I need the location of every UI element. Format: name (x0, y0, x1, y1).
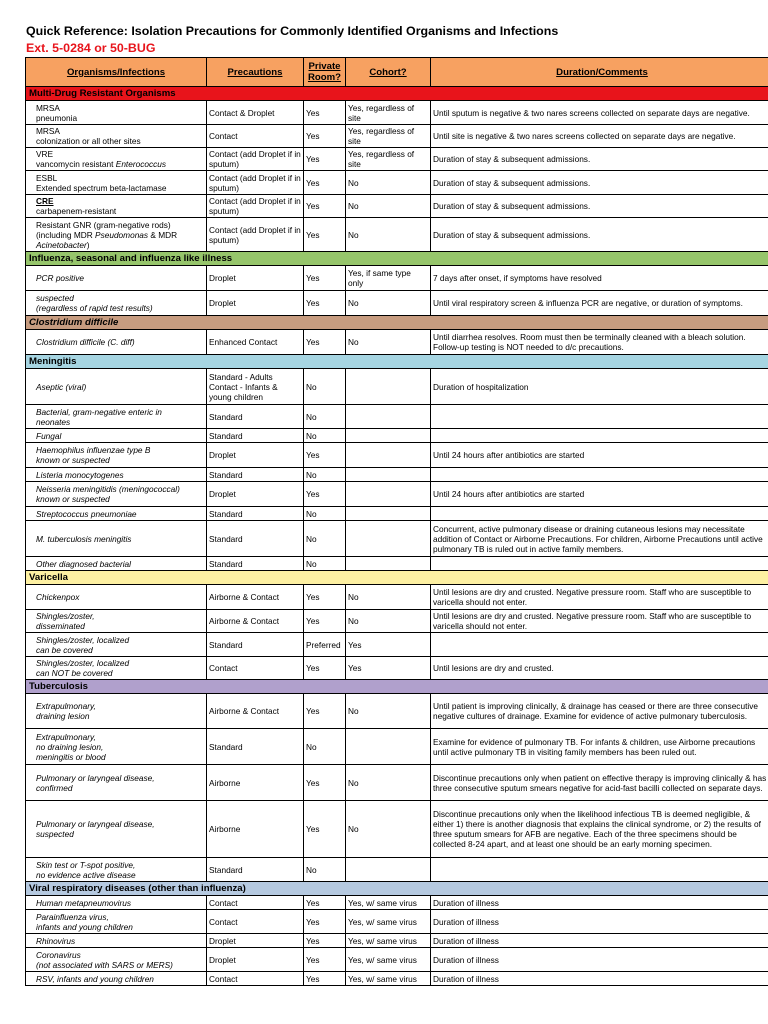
private-room-cell: Yes (304, 125, 346, 148)
table-row (26, 694, 768, 729)
cohort-cell (346, 405, 431, 429)
precautions-cell: Standard - Adults Contact - Infants & young children (207, 369, 304, 405)
organism-line: draining lesion (36, 711, 90, 721)
organism-line: Extended spectrum beta-lactamase (36, 182, 167, 193)
table-row (26, 443, 768, 468)
organism-cell (26, 443, 207, 468)
section-title: Influenza, seasonal and influenza like illness (26, 252, 768, 266)
precautions-cell: Standard (207, 633, 304, 657)
organism-line: disseminated (36, 621, 85, 631)
precautions-cell: Airborne & Contact (207, 610, 304, 633)
precautions-cell: Standard (207, 521, 304, 557)
duration-cell: Duration of illness (431, 910, 768, 934)
private-room-cell: Yes (304, 765, 346, 801)
organism-cell (26, 266, 207, 291)
organism-line: suspected (36, 829, 74, 839)
private-room-cell: Yes (304, 148, 346, 171)
table-row (26, 101, 768, 125)
table-row (26, 557, 768, 571)
section-row (26, 316, 768, 330)
organism-cell (26, 507, 207, 521)
organism-line: Pulmonary or laryngeal disease, (36, 819, 155, 829)
cohort-cell (346, 521, 431, 557)
organism-cell (26, 801, 207, 858)
organism-cell (26, 858, 207, 882)
duration-cell: Until viral respiratory screen & influenza PCR are negative, or duration of symptoms. (431, 291, 768, 316)
table-row (26, 468, 768, 482)
organism-line: Acinetobacter) (36, 239, 90, 250)
organism-line: (not associated with SARS or MERS) (36, 959, 173, 970)
organism-cell (26, 429, 207, 443)
organism-line: Other diagnosed bacterial (36, 558, 132, 569)
organism-line: suspected (36, 293, 74, 303)
cohort-cell: No (346, 291, 431, 316)
cohort-cell: No (346, 765, 431, 801)
private-room-cell: No (304, 369, 346, 405)
precautions-cell: Contact (207, 972, 304, 986)
duration-cell (431, 633, 768, 657)
organism-cell (26, 910, 207, 934)
precautions-cell: Airborne (207, 801, 304, 858)
organism-cell (26, 101, 207, 125)
table-row (26, 482, 768, 507)
organism-line: carbapenem-resistant (36, 206, 117, 216)
organism-cell (26, 557, 207, 571)
section-row (26, 87, 768, 101)
organism-line: infants and young children (36, 921, 133, 932)
precautions-cell: Airborne (207, 765, 304, 801)
organism-line: known or suspected (36, 494, 110, 504)
organism-line: Haemophilus influenzae type B (36, 445, 151, 455)
cohort-cell (346, 429, 431, 443)
organism-line: vancomycin resistant Enterococcus (36, 159, 167, 169)
table-row (26, 148, 768, 171)
organism-line: Aseptic (viral) (36, 381, 87, 392)
private-room-cell: Yes (304, 910, 346, 934)
table-row (26, 521, 768, 557)
precautions-cell: Contact (207, 910, 304, 934)
table-row (26, 858, 768, 882)
organism-cell (26, 521, 207, 557)
precautions-cell: Standard (207, 858, 304, 882)
duration-cell: Duration of illness (431, 896, 768, 910)
organism-line: PCR positive (36, 273, 84, 283)
organism-line: meningitis or blood (36, 751, 106, 762)
duration-cell (431, 858, 768, 882)
organism-line: Chickenpox (36, 592, 80, 602)
cohort-cell: Yes (346, 657, 431, 680)
organism-cell (26, 896, 207, 910)
duration-cell: Until lesions are dry and crusted. (431, 657, 768, 680)
private-room-cell: Yes (304, 694, 346, 729)
table-row (26, 429, 768, 443)
organism-cell (26, 330, 207, 355)
organism-line: Extrapulmonary, (36, 731, 96, 742)
organism-cell (26, 610, 207, 633)
section-row (26, 355, 768, 369)
precautions-cell: Standard (207, 729, 304, 765)
precautions-cell: Contact (add Droplet if in sputum) (207, 171, 304, 195)
organism-line: Shingles/zoster, localized (36, 634, 130, 645)
table-row (26, 633, 768, 657)
duration-cell (431, 557, 768, 571)
precautions-cell: Airborne & Contact (207, 694, 304, 729)
organism-cell (26, 934, 207, 948)
organism-line: can be covered (36, 644, 93, 655)
duration-cell: Duration of illness (431, 934, 768, 948)
private-room-cell: No (304, 429, 346, 443)
duration-cell: Duration of illness (431, 948, 768, 972)
organism-line: Pulmonary or laryngeal disease, (36, 772, 155, 783)
duration-cell: Duration of stay & subsequent admissions. (431, 195, 768, 218)
organism-line: known or suspected (36, 455, 110, 465)
table-row (26, 291, 768, 316)
organism-cell (26, 765, 207, 801)
duration-cell (431, 429, 768, 443)
cohort-cell: Yes, if same type only (346, 266, 431, 291)
organism-line: pneumonia (36, 112, 78, 123)
table-row (26, 910, 768, 934)
table-row (26, 171, 768, 195)
duration-cell: Duration of stay & subsequent admissions. (431, 171, 768, 195)
organism-line: Coronavirus (36, 949, 81, 960)
duration-cell (431, 468, 768, 482)
section-title: Viral respiratory diseases (other than influenza) (26, 882, 768, 896)
organism-line: MRSA (36, 102, 60, 113)
table-row (26, 729, 768, 765)
table-row (26, 195, 768, 218)
duration-cell: Examine for evidence of pulmonary TB. For infants & children, use Airborne precautions until active pulmonary TB in visiting family members has been ruled out. (431, 729, 768, 765)
section-row (26, 252, 768, 266)
precautions-cell: Droplet (207, 266, 304, 291)
section-title: Meningitis (26, 355, 768, 369)
private-room-cell: Yes (304, 896, 346, 910)
private-room-cell: Yes (304, 195, 346, 218)
table-row (26, 507, 768, 521)
organism-cell (26, 633, 207, 657)
cohort-cell: No (346, 694, 431, 729)
organism-cell (26, 291, 207, 316)
private-room-cell: Yes (304, 482, 346, 507)
private-room-cell: Yes (304, 218, 346, 252)
cohort-cell (346, 729, 431, 765)
table-row (26, 765, 768, 801)
cohort-cell: Yes, w/ same virus (346, 910, 431, 934)
private-room-cell: Yes (304, 948, 346, 972)
duration-cell: Discontinue precautions only when patient on effective therapy is improving clinically & has three consecutive sputum smears negative for acid-fast bacilli collected on separate days. (431, 765, 768, 801)
organism-line: no draining lesion, (36, 741, 104, 752)
cohort-cell: No (346, 218, 431, 252)
organism-line: no evidence active disease (36, 869, 136, 880)
col-header-cohort: Cohort? (346, 58, 431, 87)
organism-cell (26, 468, 207, 482)
organism-line: (including MDR Pseudomonas & MDR (36, 229, 178, 240)
table-row (26, 405, 768, 429)
organism-line: Bacterial, gram-negative enteric in (36, 406, 162, 417)
duration-cell: Duration of stay & subsequent admissions. (431, 148, 768, 171)
organism-cell (26, 657, 207, 680)
organism-line: VRE (36, 149, 54, 159)
organism-line: can NOT be covered (36, 668, 113, 678)
duration-cell: Discontinue precautions only when the likelihood infectious TB is deemed negligible, & either 1) there is another diagnosis that explains the clinical syndrome, or 2) the results of three sputum smears for AFB are negative. Each of the three specimens should be collected 8-24 apart, and at least one should be an early morning specimen. (431, 801, 768, 858)
precautions-cell: Enhanced Contact (207, 330, 304, 355)
cohort-cell (346, 557, 431, 571)
cohort-cell: No (346, 330, 431, 355)
private-room-cell: Yes (304, 266, 346, 291)
precautions-cell: Standard (207, 405, 304, 429)
table-row (26, 610, 768, 633)
precautions-cell: Contact (207, 125, 304, 148)
table-row (26, 657, 768, 680)
private-room-cell: Yes (304, 443, 346, 468)
precautions-cell: Contact (add Droplet if in sputum) (207, 218, 304, 252)
organism-line: CRE (36, 196, 54, 206)
organism-cell (26, 585, 207, 610)
organism-line: (regardless of rapid test results) (36, 303, 153, 313)
duration-cell: Until lesions are dry and crusted. Negative pressure room. Staff who are susceptible to varicella should not enter. (431, 585, 768, 610)
private-room-cell: No (304, 557, 346, 571)
precautions-cell: Droplet (207, 482, 304, 507)
cohort-cell (346, 482, 431, 507)
col-header-private-room: Private Room? (304, 58, 346, 87)
table-row (26, 972, 768, 986)
precautions-cell: Contact (add Droplet if in sputum) (207, 195, 304, 218)
cohort-cell (346, 443, 431, 468)
organism-cell (26, 218, 207, 252)
private-room-cell: Yes (304, 610, 346, 633)
private-room-cell: Yes (304, 801, 346, 858)
organism-line: colonization or all other sites (36, 136, 141, 146)
organism-line: Shingles/zoster, localized (36, 658, 130, 668)
organism-line: Shingles/zoster, (36, 611, 95, 621)
cohort-cell: Yes, regardless of site (346, 101, 431, 125)
table-row (26, 934, 768, 948)
private-room-cell: Preferred (304, 633, 346, 657)
precautions-cell: Droplet (207, 443, 304, 468)
duration-cell: Until site is negative & two nares screens collected on separate days are negative. (431, 125, 768, 148)
organism-line: MRSA (36, 126, 60, 136)
organism-cell (26, 125, 207, 148)
precautions-cell: Droplet (207, 948, 304, 972)
precautions-cell: Airborne & Contact (207, 585, 304, 610)
duration-cell (431, 507, 768, 521)
private-room-cell: No (304, 521, 346, 557)
table-row (26, 369, 768, 405)
duration-cell: Until 24 hours after antibiotics are started (431, 482, 768, 507)
section-row (26, 571, 768, 585)
table-row (26, 125, 768, 148)
private-room-cell: Yes (304, 330, 346, 355)
precautions-cell: Standard (207, 429, 304, 443)
precautions-cell: Standard (207, 557, 304, 571)
table-row (26, 948, 768, 972)
table-header-row (26, 58, 768, 87)
cohort-cell: Yes, w/ same virus (346, 934, 431, 948)
organism-cell (26, 171, 207, 195)
precautions-cell: Contact & Droplet (207, 101, 304, 125)
private-room-cell: No (304, 507, 346, 521)
organism-cell (26, 195, 207, 218)
table-row (26, 585, 768, 610)
duration-cell: Duration of stay & subsequent admissions. (431, 218, 768, 252)
organism-cell (26, 369, 207, 405)
precautions-cell: Contact (add Droplet if in sputum) (207, 148, 304, 171)
private-room-cell: Yes (304, 101, 346, 125)
organism-line: ESBL (36, 172, 58, 183)
cohort-cell: Yes, w/ same virus (346, 948, 431, 972)
section-title: Clostridium difficile (26, 316, 768, 330)
duration-cell: Concurrent, active pulmonary disease or draining cutaneous lesions may necessitate addition of Contact or Airborne Precautions. For children, Airborne Precautions until active pulmonary TB is ruled out in active family members. (431, 521, 768, 557)
organism-line: Neisseria meningitidis (meningococcal) (36, 484, 180, 494)
organism-line: Fungal (36, 430, 62, 441)
organism-line: Rhinovirus (36, 935, 76, 946)
section-title: Multi-Drug Resistant Organisms (26, 87, 768, 101)
duration-cell: Duration of illness (431, 972, 768, 986)
precautions-cell: Contact (207, 657, 304, 680)
col-header-organisms: Organisms/Infections (26, 58, 207, 87)
section-row (26, 882, 768, 896)
private-room-cell: Yes (304, 972, 346, 986)
organism-cell (26, 972, 207, 986)
cohort-cell (346, 369, 431, 405)
cohort-cell: Yes, w/ same virus (346, 896, 431, 910)
organism-line: M. tuberculosis meningitis (36, 533, 132, 544)
precautions-cell: Contact (207, 896, 304, 910)
cohort-cell: No (346, 610, 431, 633)
cohort-cell: No (346, 195, 431, 218)
precautions-table (25, 57, 768, 986)
section-title: Varicella (26, 571, 768, 585)
private-room-cell: Yes (304, 291, 346, 316)
cohort-cell (346, 507, 431, 521)
private-room-cell: Yes (304, 934, 346, 948)
table-body (26, 87, 768, 986)
precautions-cell: Droplet (207, 934, 304, 948)
organism-line: Clostridium difficile (C. diff) (36, 337, 135, 347)
organism-line: Parainfluenza virus, (36, 911, 109, 922)
table-row (26, 896, 768, 910)
table-row (26, 330, 768, 355)
private-room-cell: No (304, 468, 346, 482)
private-room-cell: No (304, 858, 346, 882)
cohort-cell (346, 468, 431, 482)
private-room-cell: Yes (304, 657, 346, 680)
organism-cell (26, 948, 207, 972)
cohort-cell: Yes (346, 633, 431, 657)
private-room-cell: No (304, 405, 346, 429)
organism-line: Streptococcus pneumoniae (36, 508, 137, 519)
cohort-cell: Yes, regardless of site (346, 148, 431, 171)
precautions-cell: Droplet (207, 291, 304, 316)
organism-line: Skin test or T-spot positive, (36, 859, 136, 870)
duration-cell: Duration of hospitalization (431, 369, 768, 405)
organism-line: neonates (36, 416, 71, 427)
precautions-cell: Standard (207, 468, 304, 482)
cohort-cell (346, 858, 431, 882)
duration-cell (431, 405, 768, 429)
organism-cell (26, 405, 207, 429)
duration-cell: Until lesions are dry and crusted. Negative pressure room. Staff who are susceptible to varicella should not enter. (431, 610, 768, 633)
table-row (26, 801, 768, 858)
duration-cell: Until patient is improving clinically, & drainage has ceased or there are three consecutive negative cultures of drainage. Examine for evidence of active pulmonary tuberculosis. (431, 694, 768, 729)
organism-line: Human metapneumovirus (36, 897, 131, 908)
organism-cell (26, 148, 207, 171)
organism-line: confirmed (36, 782, 73, 793)
duration-cell: Until 24 hours after antibiotics are started (431, 443, 768, 468)
duration-cell: Until diarrhea resolves. Room must then be terminally cleaned with a bleach solution. Follow-up testing is NOT needed to d/c precautions. (431, 330, 768, 355)
cohort-cell: Yes, regardless of site (346, 125, 431, 148)
organism-cell (26, 729, 207, 765)
organism-cell (26, 482, 207, 507)
organism-line: Listeria monocytogenes (36, 469, 124, 480)
cohort-cell: No (346, 171, 431, 195)
private-room-cell: Yes (304, 585, 346, 610)
organism-cell (26, 694, 207, 729)
precautions-cell: Standard (207, 507, 304, 521)
table-row (26, 266, 768, 291)
section-title: Tuberculosis (26, 680, 768, 694)
private-room-cell: No (304, 729, 346, 765)
col-header-duration: Duration/Comments (431, 58, 768, 87)
organism-line: Extrapulmonary, (36, 701, 96, 711)
duration-cell: Until sputum is negative & two nares screens collected on separate days are negative. (431, 101, 768, 125)
organism-line: Resistant GNR (gram-negative rods) (36, 219, 171, 230)
private-room-cell: Yes (304, 171, 346, 195)
cohort-cell: Yes, w/ same virus (346, 972, 431, 986)
extension-number: Ext. 5-0284 or 50-BUG (26, 41, 156, 55)
section-row (26, 680, 768, 694)
duration-cell: 7 days after onset, if symptoms have resolved (431, 266, 768, 291)
cohort-cell: No (346, 585, 431, 610)
cohort-cell: No (346, 801, 431, 858)
col-header-precautions: Precautions (207, 58, 304, 87)
table-row (26, 218, 768, 252)
document-title: Quick Reference: Isolation Precautions for Commonly Identified Organisms and Infections (26, 24, 559, 38)
organism-line: RSV, infants and young children (36, 973, 154, 984)
